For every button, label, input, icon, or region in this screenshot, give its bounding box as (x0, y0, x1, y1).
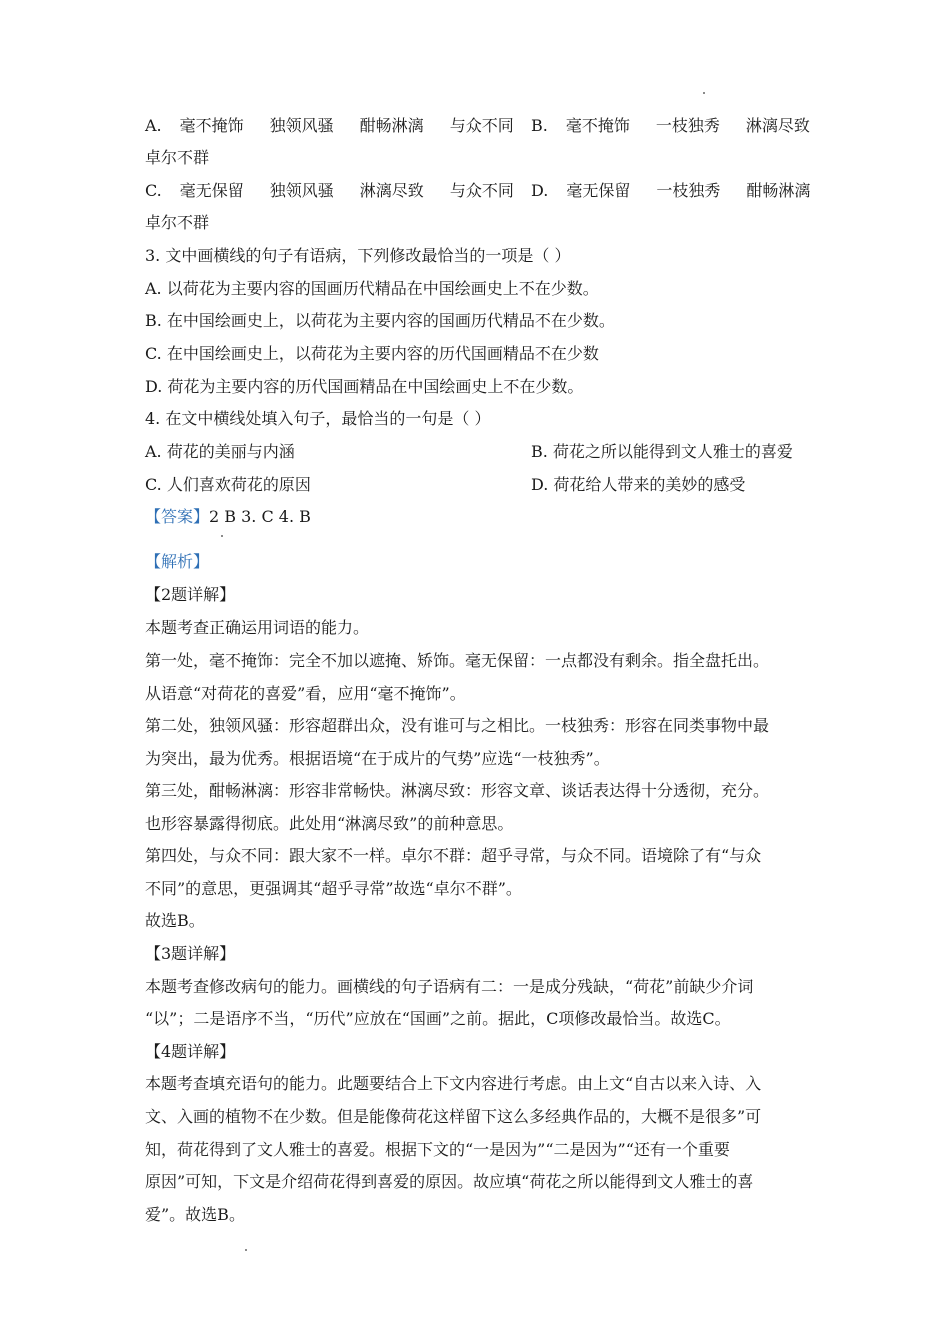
detail4-line: 原因”可知，下文是介绍荷花得到喜爱的原因。故应填“荷花之所以能得到文人雅士的喜 (145, 1172, 754, 1191)
detail2-line: 第三处，酣畅淋漓：形容非常畅快。淋漓尽致：形容文章、谈话表达得十分透彻，充分。 (145, 781, 770, 800)
detail4-line: 文、入画的植物不在少数。但是能像荷花这样留下这么多经典作品的，大概不是很多”可 (145, 1107, 762, 1126)
scan-dot (245, 1249, 247, 1251)
detail4-heading: 【4题详解】 (145, 1042, 236, 1061)
q4-option-d: D. 荷花给人带来的美妙的感受 (531, 475, 746, 494)
q3-stem: 3. 文中画横线的句子有语病，下列修改最恰当的一项是（ ） (145, 246, 571, 265)
detail4-line: 知，荷花得到了文人雅士的喜爱。根据下文的“一是因为”“二是因为”“还有一个重要 (145, 1140, 730, 1159)
q4-option-b: B. 荷花之所以能得到文人雅士的喜爱 (531, 442, 793, 461)
q2-option-d: D. 毫无保留 一枝独秀 酣畅淋漓 (531, 181, 811, 200)
detail2-line: 也形容暴露得彻底。此处用“淋漓尽致”的前种意思。 (145, 814, 514, 833)
detail4-line: 本题考查填充语句的能力。此题要结合上下文内容进行考虑。由上文“自古以来入诗、入 (145, 1074, 762, 1093)
detail2-line: 第四处，与众不同：跟大家不一样。卓尔不群：超乎寻常，与众不同。语境除了有“与众 (145, 846, 762, 865)
q3-option-a: A. 以荷花为主要内容的国画历代精品在中国绘画史上不在少数。 (145, 279, 599, 298)
detail2-heading: 【2题详解】 (145, 585, 236, 604)
answer-text: 2 B 3. C 4. B (209, 507, 311, 526)
q3-option-d: D. 荷花为主要内容的历代国画精品在中国绘画史上不在少数。 (145, 377, 584, 396)
q2-option-a: A. 毫不掩饰 独领风骚 酣畅淋漓 与众不同 (145, 116, 514, 135)
q2-option-b-cont: 卓尔不群 (145, 148, 210, 167)
detail3-heading: 【3题详解】 (145, 944, 236, 963)
detail2-line: 从语意“对荷花的喜爱”看，应用“毫不掩饰”。 (145, 684, 466, 703)
scan-dot (703, 92, 705, 94)
q4-option-c: C. 人们喜欢荷花的原因 (145, 475, 311, 494)
q3-option-c: C. 在中国绘画史上，以荷花为主要内容的历代国画精品不在少数 (145, 344, 599, 363)
answer-line (145, 506, 311, 528)
scan-dot (221, 535, 223, 537)
detail2-line: 为突出，最为优秀。根据语境“在于成片的气势”应选“一枝独秀”。 (145, 749, 610, 768)
detail3-line: 本题考查修改病句的能力。画横线的句子语病有二：一是成分残缺，“荷花”前缺少介词 (145, 977, 754, 996)
q4-option-a: A. 荷花的美丽与内涵 (145, 442, 295, 461)
detail2-line: 故选B。 (145, 911, 205, 930)
detail2-line: 不同”的意思，更强调其“超乎寻常”故选“卓尔不群”。 (145, 879, 522, 898)
detail3-line: “以”；二是语序不当，“历代”应放在“国画”之前。据此，C项修改最恰当。故选C。 (145, 1009, 731, 1028)
detail4-line: 爱”。故选B。 (145, 1205, 245, 1224)
detail2-line: 第二处，独领风骚：形容超群出众，没有谁可与之相比。一枝独秀：形容在同类事物中最 (145, 716, 770, 735)
detail2-line: 本题考查正确运用词语的能力。 (145, 618, 370, 637)
q2-option-c: C. 毫无保留 独领风骚 淋漓尽致 与众不同 (145, 181, 514, 200)
q2-option-d-cont: 卓尔不群 (145, 213, 210, 232)
q4-stem: 4. 在文中横线处填入句子，最恰当的一句是（ ） (145, 409, 491, 428)
answer-label: 【答案】 (145, 507, 210, 526)
analysis-label: 【解析】 (145, 552, 210, 571)
q2-option-b: B. 毫不掩饰 一枝独秀 淋漓尽致 (531, 116, 810, 135)
detail2-line: 第一处，毫不掩饰：完全不加以遮掩、矫饰。毫无保留：一点都没有剩余。指全盘托出。 (145, 651, 770, 670)
q3-option-b: B. 在中国绘画史上，以荷花为主要内容的国画历代精品不在少数。 (145, 311, 615, 330)
